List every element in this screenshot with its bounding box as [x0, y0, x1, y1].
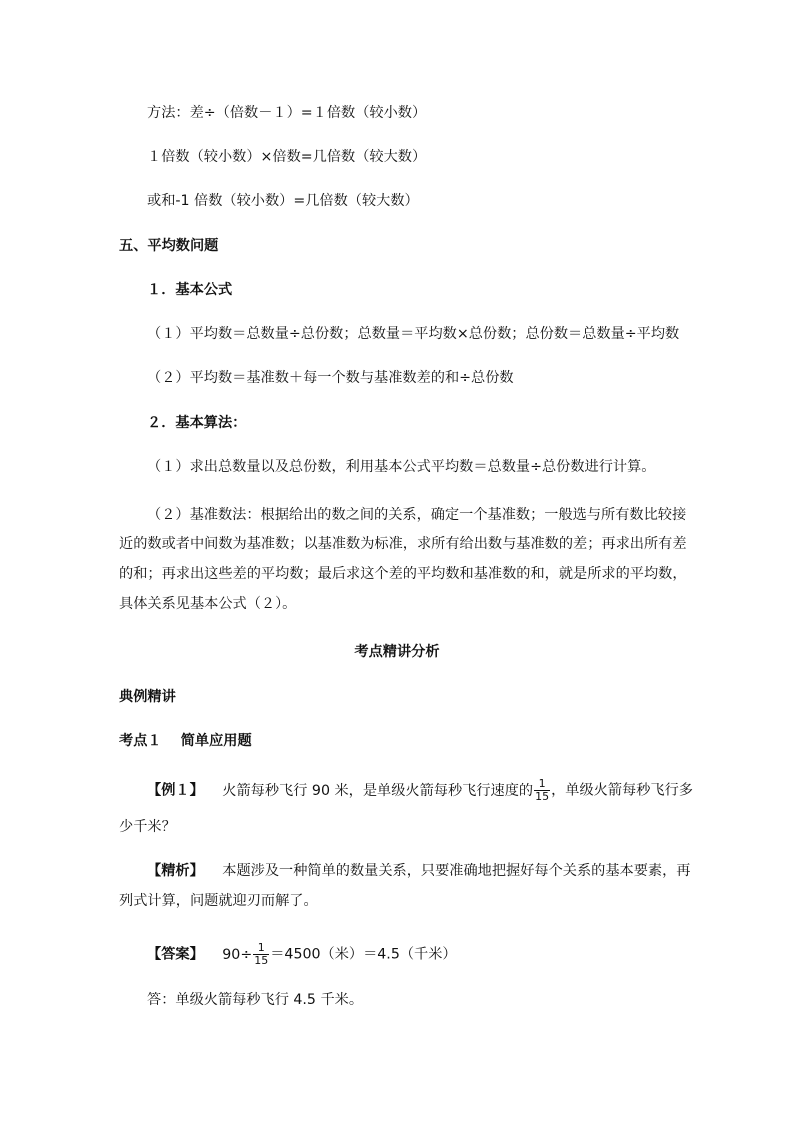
- algorithm-2-line-1: （２）基准数法：根据给出的数之间的关系，确定一个基准数；一般选与所有数比较接: [147, 507, 687, 523]
- formula-2: （２）平均数＝基准数＋每一个数与基准数差的和÷总份数: [147, 370, 514, 386]
- example-line-2: 少千米？: [119, 819, 176, 835]
- formula-1: （１）平均数＝总数量÷总份数；总数量＝平均数×总份数；总份数＝总数量÷平均数: [147, 326, 680, 342]
- subheading-basic-algorithm: ２．基本算法：: [147, 415, 247, 431]
- answer-fraction-denominator: 15: [254, 954, 269, 967]
- example-text-a: 火箭每秒飞行 90 米，是单级火箭每秒飞行速度的: [222, 782, 534, 799]
- algorithm-1: （１）求出总数量以及总份数，利用基本公式平均数＝总数量÷总份数进行计算。: [147, 459, 656, 475]
- example-text-b: ，单级火箭每秒飞行多: [551, 782, 693, 799]
- answer-post: ＝4500（米）＝4.5（千米）: [270, 946, 457, 963]
- section-heading: 五、平均数问题: [119, 238, 219, 254]
- analysis-heading: 考点精讲分析: [354, 644, 440, 660]
- fraction-one-fifteenth: [534, 778, 550, 803]
- analysis-text-a: 本题涉及一种简单的数量关系，只要准确地把握好每个关系的基本要素，再: [222, 863, 691, 879]
- algorithm-2-line-4: 具体关系见基本公式（２）。: [119, 596, 297, 612]
- answer-tag: 【答案】: [147, 946, 204, 963]
- algorithm-2-line-2: 近的数或者中间数为基准数；以基准数为标准，求所有给出数与基准数的差；再求出所有差: [119, 536, 687, 552]
- answer-line: [147, 942, 457, 967]
- fraction-numerator: 1: [538, 777, 546, 790]
- example-line-1: [147, 778, 693, 803]
- answer-fraction: [253, 942, 269, 967]
- topic-title: 考点１ 简单应用题: [119, 733, 252, 749]
- final-answer: 答：单级火箭每秒飞行 4.5 千米。: [147, 992, 364, 1008]
- algorithm-2-line-3: 的和；再求出这些差的平均数；最后求这个差的平均数和基准数的和，就是所求的平均数，: [119, 566, 687, 582]
- example-section-title: 典例精讲: [119, 689, 176, 705]
- method-line-3: 或和-1 倍数（较小数）=几倍数（较大数）: [147, 193, 419, 209]
- analysis-line-1: [147, 861, 690, 881]
- subheading-basic-formula: １．基本公式: [147, 282, 233, 298]
- example-tag: 【例１】: [147, 782, 204, 799]
- fraction-denominator: 15: [535, 790, 550, 803]
- analysis-tag: 【精析】: [147, 863, 204, 879]
- method-line-2: １倍数（较小数）×倍数=几倍数（较大数）: [147, 149, 427, 165]
- answer-pre: 90÷: [222, 946, 253, 963]
- analysis-line-2: 列式计算，问题就迎刃而解了。: [119, 893, 318, 909]
- method-line-1: 方法：差÷（倍数－１）=１倍数（较小数）: [147, 105, 427, 121]
- answer-fraction-numerator: 1: [257, 941, 265, 954]
